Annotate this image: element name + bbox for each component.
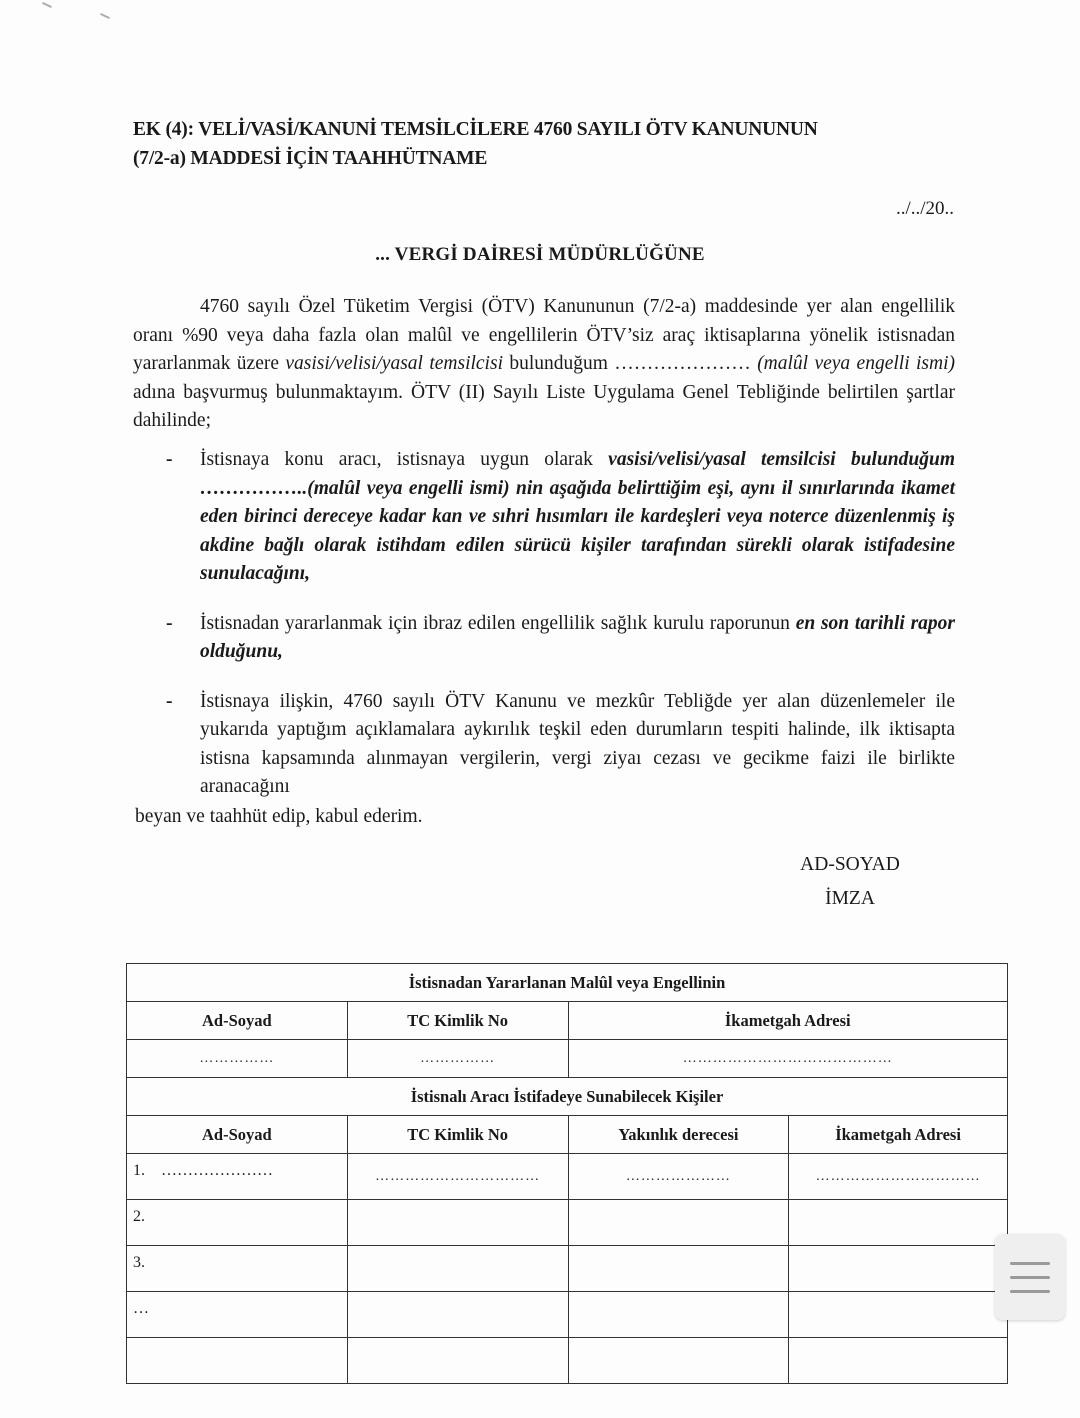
paragraph-text: 4760 sayılı Özel Tüketim Vergisi (ÖTV) Kanununun (7/2-a) maddesinde yer alan engellilik oranı %90 veya daha fazla olan malûl ve engellilerin ÖTV’siz araç iktisaplarına yönelik istisnadan yararlanmak üzere [133, 296, 955, 374]
table-row [127, 1154, 1008, 1200]
commitment-item [160, 446, 955, 589]
row-ikametgah[interactable] [789, 1338, 1008, 1384]
bullet-dash: - [166, 690, 173, 712]
header-yakinlik: Yakınlık derecesi [568, 1116, 789, 1154]
hamburger-menu-icon [1010, 1262, 1050, 1265]
header-ad-soyad: Ad-Soyad [127, 1116, 348, 1154]
row-yakinlik[interactable] [568, 1246, 789, 1292]
row-tc-kimlik[interactable] [347, 1200, 568, 1246]
commitment-text: İstisnaya ilişkin, 4760 sayılı ÖTV Kanunu ve mezkûr Tebliğde yer alan düzenlemeler ile yukarıda yaptığım açıklamalara aykırılık teşkil eden durumların tespiti halinde, ilk iktisapta istisna kapsamında alınmayan vergilerin, vergi ziyaı cezası ve gecikme faizi ile birlikte aranacağını [200, 690, 955, 797]
section1-title-row [127, 964, 1008, 1002]
bullet-dash: - [166, 612, 173, 634]
row-yakinlik[interactable]: ………………… [568, 1154, 789, 1200]
header-ad-soyad: Ad-Soyad [127, 1002, 348, 1040]
row-tc-kimlik[interactable]: …………………………… [347, 1154, 568, 1200]
commitment-text: İstisnaya konu aracı, istisnaya uygun olarak [200, 449, 609, 470]
commitment-item [160, 688, 955, 802]
row-tc-kimlik[interactable] [347, 1338, 568, 1384]
commitment-emphasis: vasisi/velisi/yasal temsilcisi bulunduğum ……………..(malûl veya engelli ismi) nin aşağıda belirttiğim eşi, aynı il sınırlarında ikamet eden birinci dereceye kadar kan ve sıhri hısımları ile kardeşleri veya noterce düzenlenmiş iş akdine bağlı olarak istihdam edilen sürücü kişiler tarafından sürekli olarak istifadesine sunulacağını, [200, 449, 956, 584]
title-line-2: (7/2-a) MADDESİ İÇİN TAAHHÜTNAME [133, 148, 488, 169]
row-tc-kimlik[interactable] [347, 1246, 568, 1292]
row-ikametgah[interactable] [789, 1246, 1008, 1292]
document-title [133, 115, 933, 173]
table-row [127, 1292, 1008, 1338]
row-yakinlik[interactable] [568, 1200, 789, 1246]
row-tc-kimlik[interactable] [347, 1292, 568, 1338]
declaration-table [126, 963, 1008, 1384]
paragraph-text: adına başvurmuş bulunmaktayım. ÖTV (II) Sayılı Liste Uygulama Genel Tebliğinde belirtilen şartlar dahilinde; [133, 381, 955, 431]
row-number[interactable]: 3. [127, 1246, 348, 1292]
section2-header-row [127, 1116, 1008, 1154]
scan-artifact [42, 2, 52, 8]
section2-title: İstisnalı Aracı İstifadeye Sunabilecek Kişiler [127, 1078, 1008, 1116]
recipient-text: ... VERGİ DAİRESİ MÜDÜRLÜĞÜNE [375, 244, 705, 265]
commitment-item [160, 610, 955, 667]
table-row [127, 1200, 1008, 1246]
row-number[interactable]: 2. [127, 1200, 348, 1246]
header-ikametgah: İkametgah Adresi [568, 1002, 1007, 1040]
table-row [127, 1338, 1008, 1384]
intro-paragraph [133, 293, 955, 436]
bullet-dash: - [166, 449, 173, 470]
row-ad-soyad: ………………… [161, 1162, 273, 1179]
paragraph-italic: vasisi/velisi/yasal temsilcisi [285, 353, 503, 374]
row-number[interactable] [127, 1338, 348, 1384]
row-yakinlik[interactable] [568, 1292, 789, 1338]
closing-statement: beyan ve taahhüt edip, kabul ederim. [135, 806, 423, 827]
row-ikametgah[interactable]: …………………………… [789, 1154, 1008, 1200]
value-ad-soyad[interactable]: …………… [127, 1040, 348, 1078]
date-placeholder: ../../20.. [895, 198, 954, 219]
row-number[interactable]: … [127, 1292, 348, 1338]
row-number: 1. [133, 1162, 145, 1179]
value-tc-kimlik[interactable]: …………… [347, 1040, 568, 1078]
table-row [127, 1246, 1008, 1292]
paragraph-italic: (malûl veya engelli ismi) [757, 353, 955, 374]
hamburger-menu-icon [1010, 1276, 1050, 1279]
row-cell[interactable] [127, 1154, 348, 1200]
hamburger-menu-icon [1010, 1290, 1050, 1293]
title-line-1: EK (4): VELİ/VASİ/KANUNİ TEMSİLCİLERE 4760 SAYILI ÖTV KANUNUNUN [133, 119, 818, 140]
signature-label: İMZA [825, 888, 875, 909]
section1-title: İstisnadan Yararlanan Malûl veya Engellinin [127, 964, 1008, 1002]
section1-value-row [127, 1040, 1008, 1078]
header-tc-kimlik: TC Kimlik No [347, 1116, 568, 1154]
signature-name-label: AD-SOYAD [800, 854, 900, 875]
section1-header-row [127, 1002, 1008, 1040]
recipient-heading [0, 244, 1080, 266]
value-ikametgah[interactable]: …………………………………… [568, 1040, 1007, 1078]
section2-title-row [127, 1078, 1008, 1116]
commitment-text: İstisnadan yararlanmak için ibraz edilen engellilik sağlık kurulu raporunun [200, 612, 796, 634]
header-tc-kimlik: TC Kimlik No [347, 1002, 568, 1040]
paragraph-text: bulunduğum ………………… [502, 353, 758, 374]
scan-artifact [100, 13, 110, 19]
row-ikametgah[interactable] [789, 1200, 1008, 1246]
menu-button[interactable] [995, 1234, 1065, 1320]
row-ikametgah[interactable] [789, 1292, 1008, 1338]
commitment-list [160, 446, 955, 823]
row-yakinlik[interactable] [568, 1338, 789, 1384]
commitment-emphasis: en son tarihli rapor olduğunu, [200, 612, 955, 662]
header-ikametgah: İkametgah Adresi [789, 1116, 1008, 1154]
